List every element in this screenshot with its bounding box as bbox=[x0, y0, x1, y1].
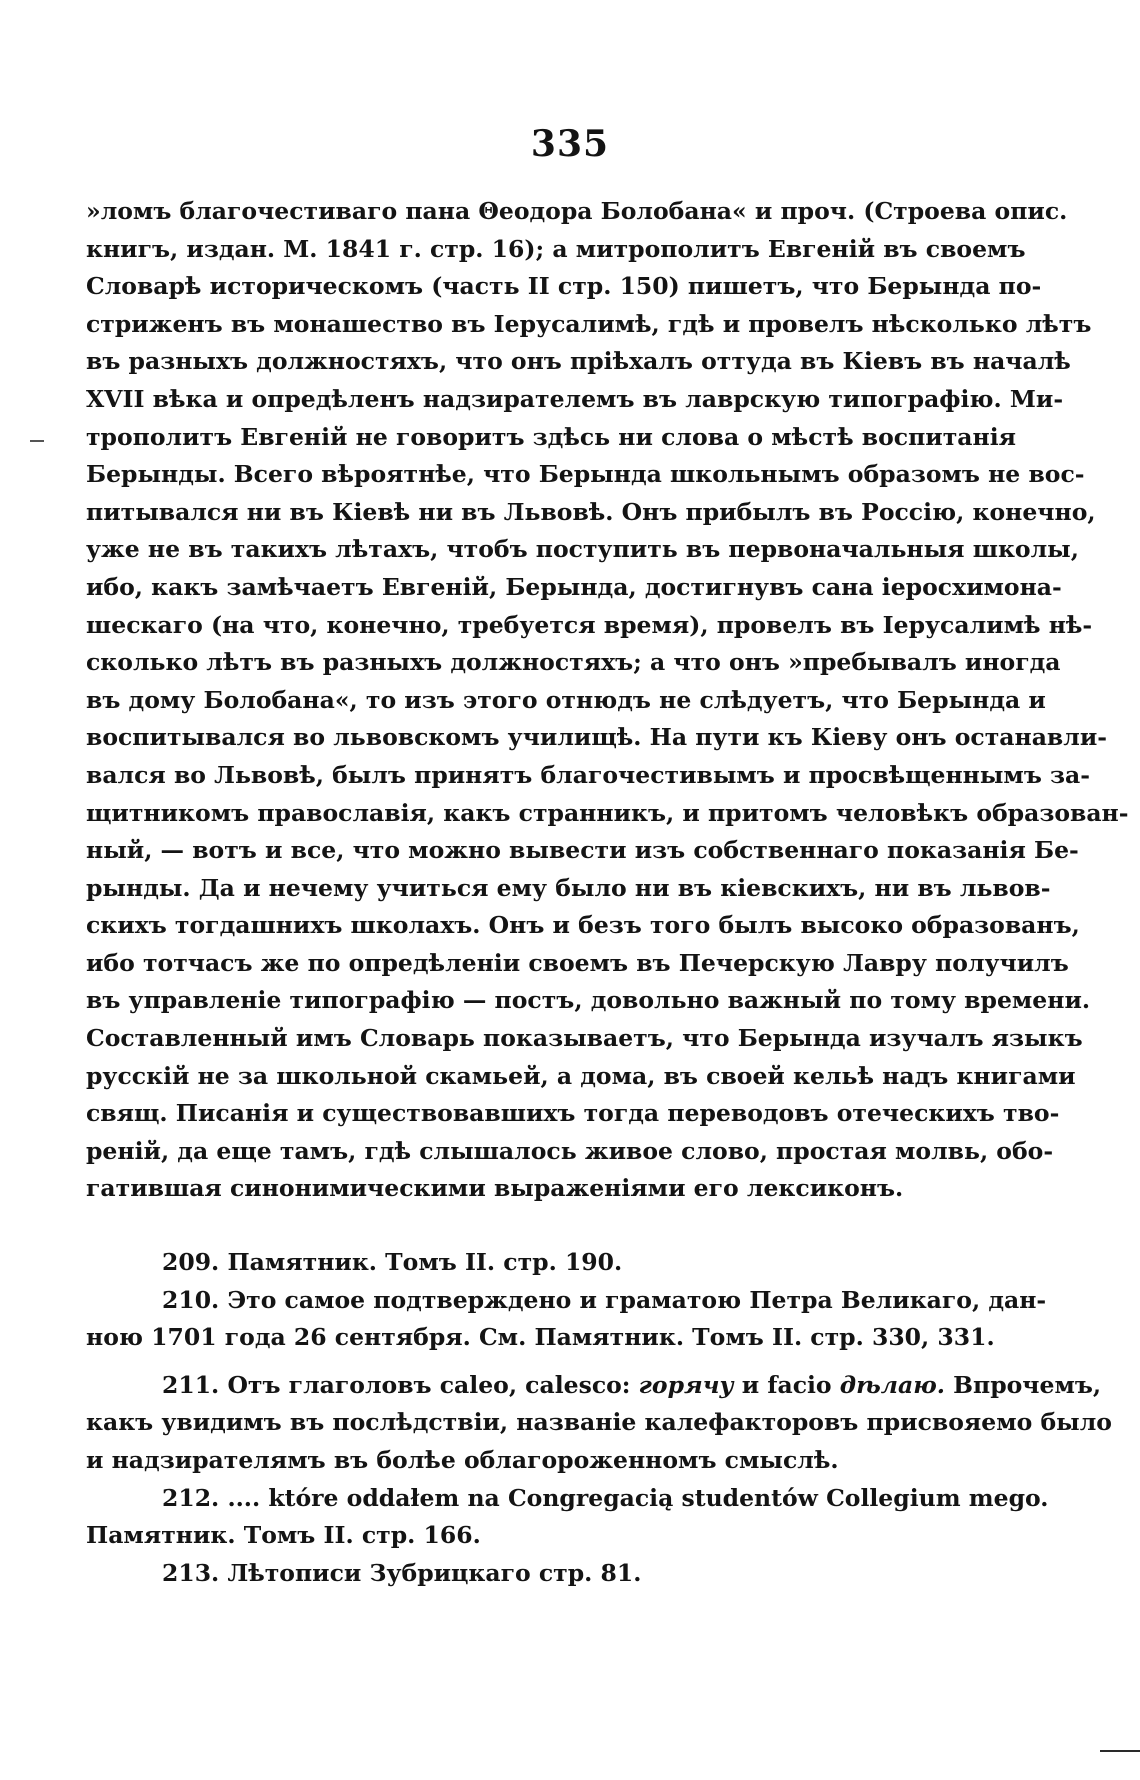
text-line: ибо, какъ замѣчаетъ Евгеній, Берында, достигнувъ сана іеросхимона- bbox=[86, 572, 1062, 601]
text-line: сколько лѣтъ въ разныхъ должностяхъ; а что онъ »пребывалъ иногда bbox=[86, 648, 1061, 677]
note-212-line bbox=[86, 1480, 1049, 1518]
note-text: Отъ глаголовъ caleo, calesco: bbox=[227, 1370, 631, 1399]
text-line: скихъ тогдашнихъ школахъ. Онъ и безъ того былъ высоко образованъ, bbox=[86, 911, 1080, 940]
text-line: въ разныхъ должностяхъ, что онъ пріѣхалъ оттуда въ Кіевъ въ началѣ bbox=[86, 347, 1071, 376]
text-line: Словарѣ историческомъ (часть II стр. 150) пишетъ, что Берында по- bbox=[86, 272, 1042, 301]
text-line: ный, — вотъ и все, что можно вывести изъ собственнаго показанія Бе- bbox=[86, 836, 1079, 865]
note-text: Лѣтописи Зубрицкаго стр. 81. bbox=[227, 1558, 642, 1587]
text-line: въ управленіе типографію — постъ, довольно важный по тому времени. bbox=[86, 986, 1091, 1015]
text-line: щитникомъ православія, какъ странникъ, и притомъ человѣкъ образован- bbox=[86, 798, 1129, 827]
text-line: въ дому Болобана«, то изъ этого отнюдъ не слѣдуетъ, что Берында и bbox=[86, 685, 1046, 714]
text-line: свящ. Писанія и существовавшихъ тогда переводовъ отеческихъ тво- bbox=[86, 1099, 1060, 1128]
note-number: 212. bbox=[162, 1483, 220, 1512]
text-line: Составленный имъ Словарь показываетъ, что Берында изучалъ языкъ bbox=[86, 1024, 1083, 1053]
note-number: 213. bbox=[162, 1558, 220, 1587]
text-line: питывался ни въ Кіевѣ ни въ Львовѣ. Онъ прибылъ въ Россію, конечно, bbox=[86, 497, 1096, 526]
margin-mark bbox=[30, 440, 44, 442]
text-line: Берынды. Всего вѣроятнѣе, что Берында школьнымъ образомъ не вос- bbox=[86, 460, 1085, 489]
edge-rule-mark bbox=[1100, 1750, 1140, 1752]
note-spacer bbox=[86, 1357, 1006, 1367]
note-text: .... które oddałem na Congregacią studentów Collegium mego. bbox=[227, 1483, 1049, 1512]
note-text: и facio bbox=[741, 1370, 832, 1399]
text-line: »ломъ благочестиваго пана Θеодора Болобана« и проч. (Строева опис. bbox=[86, 197, 1068, 225]
note-number: 211. bbox=[162, 1370, 220, 1399]
text-line: рынды. Да и нечему учиться ему было ни въ кіевскихъ, ни въ львов- bbox=[86, 873, 1051, 902]
note-211-line: и надзирателямъ въ болѣе облагороженномъ смыслѣ. bbox=[86, 1445, 839, 1474]
note-209 bbox=[86, 1244, 1006, 1282]
endnotes bbox=[86, 1244, 1112, 1592]
text-line: книгъ, издан. М. 1841 г. стр. 16); а митрополитъ Евгеній въ своемъ bbox=[86, 234, 1026, 263]
text-line: воспитывался во львовскомъ училищѣ. На пути къ Кіеву онъ останавли- bbox=[86, 723, 1108, 752]
main-text bbox=[86, 193, 1129, 1208]
note-210-line bbox=[86, 1282, 1047, 1320]
note-212-line: Памятник. Томъ II. стр. 166. bbox=[86, 1521, 481, 1550]
note-211-line: какъ увидимъ въ послѣдствіи, названіе калефакторовъ присвояемо было bbox=[86, 1408, 1112, 1437]
note-number: 209. bbox=[162, 1248, 220, 1276]
note-213 bbox=[86, 1555, 1006, 1593]
note-text: Впрочемъ, bbox=[953, 1370, 1102, 1399]
note-italic-word: дѣлаю. bbox=[839, 1370, 945, 1399]
text-line: уже не въ такихъ лѣтахъ, чтобъ поступить въ первоначальныя школы, bbox=[86, 535, 1079, 564]
note-text: Памятник. Томъ II. стр. 190. bbox=[227, 1248, 623, 1276]
note-211-line bbox=[86, 1367, 1102, 1405]
text-line: русскій не за школьной скамьей, а дома, въ своей кельѣ надъ книгами bbox=[86, 1061, 1076, 1090]
text-line: реній, да еще тамъ, гдѣ слышалось живое слово, простая молвь, обо- bbox=[86, 1136, 1054, 1165]
note-210-line: ною 1701 года 26 сентября. См. Памятник. Томъ II. стр. 330, 331. bbox=[86, 1323, 995, 1352]
text-line: ибо тотчасъ же по опредѣленіи своемъ въ Печерскую Лавру получилъ bbox=[86, 948, 1069, 977]
text-line: XVII вѣка и опредѣленъ надзирателемъ въ лаврскую типографію. Ми- bbox=[86, 384, 1064, 413]
note-number: 210. bbox=[162, 1285, 220, 1314]
text-line: шескаго (на что, конечно, требуется время), провелъ въ Іерусалимѣ нѣ- bbox=[86, 610, 1093, 639]
note-italic-word: горячу bbox=[638, 1370, 734, 1399]
text-line: гатившая синонимическими выраженіями его лексиконъ. bbox=[86, 1174, 904, 1203]
text-line: стриженъ въ монашество въ Іерусалимѣ, гдѣ и провелъ нѣсколько лѣтъ bbox=[86, 309, 1092, 338]
note-text: Это самое подтверждено и граматою Петра Великаго, дан- bbox=[227, 1285, 1047, 1314]
page-number: 335 bbox=[530, 123, 610, 165]
text-line: трополитъ Евгеній не говоритъ здѣсь ни слова о мѣстѣ воспитанія bbox=[86, 422, 1016, 451]
text-line: вался во Львовѣ, былъ принятъ благочестивымъ и просвѣщеннымъ за- bbox=[86, 760, 1091, 789]
